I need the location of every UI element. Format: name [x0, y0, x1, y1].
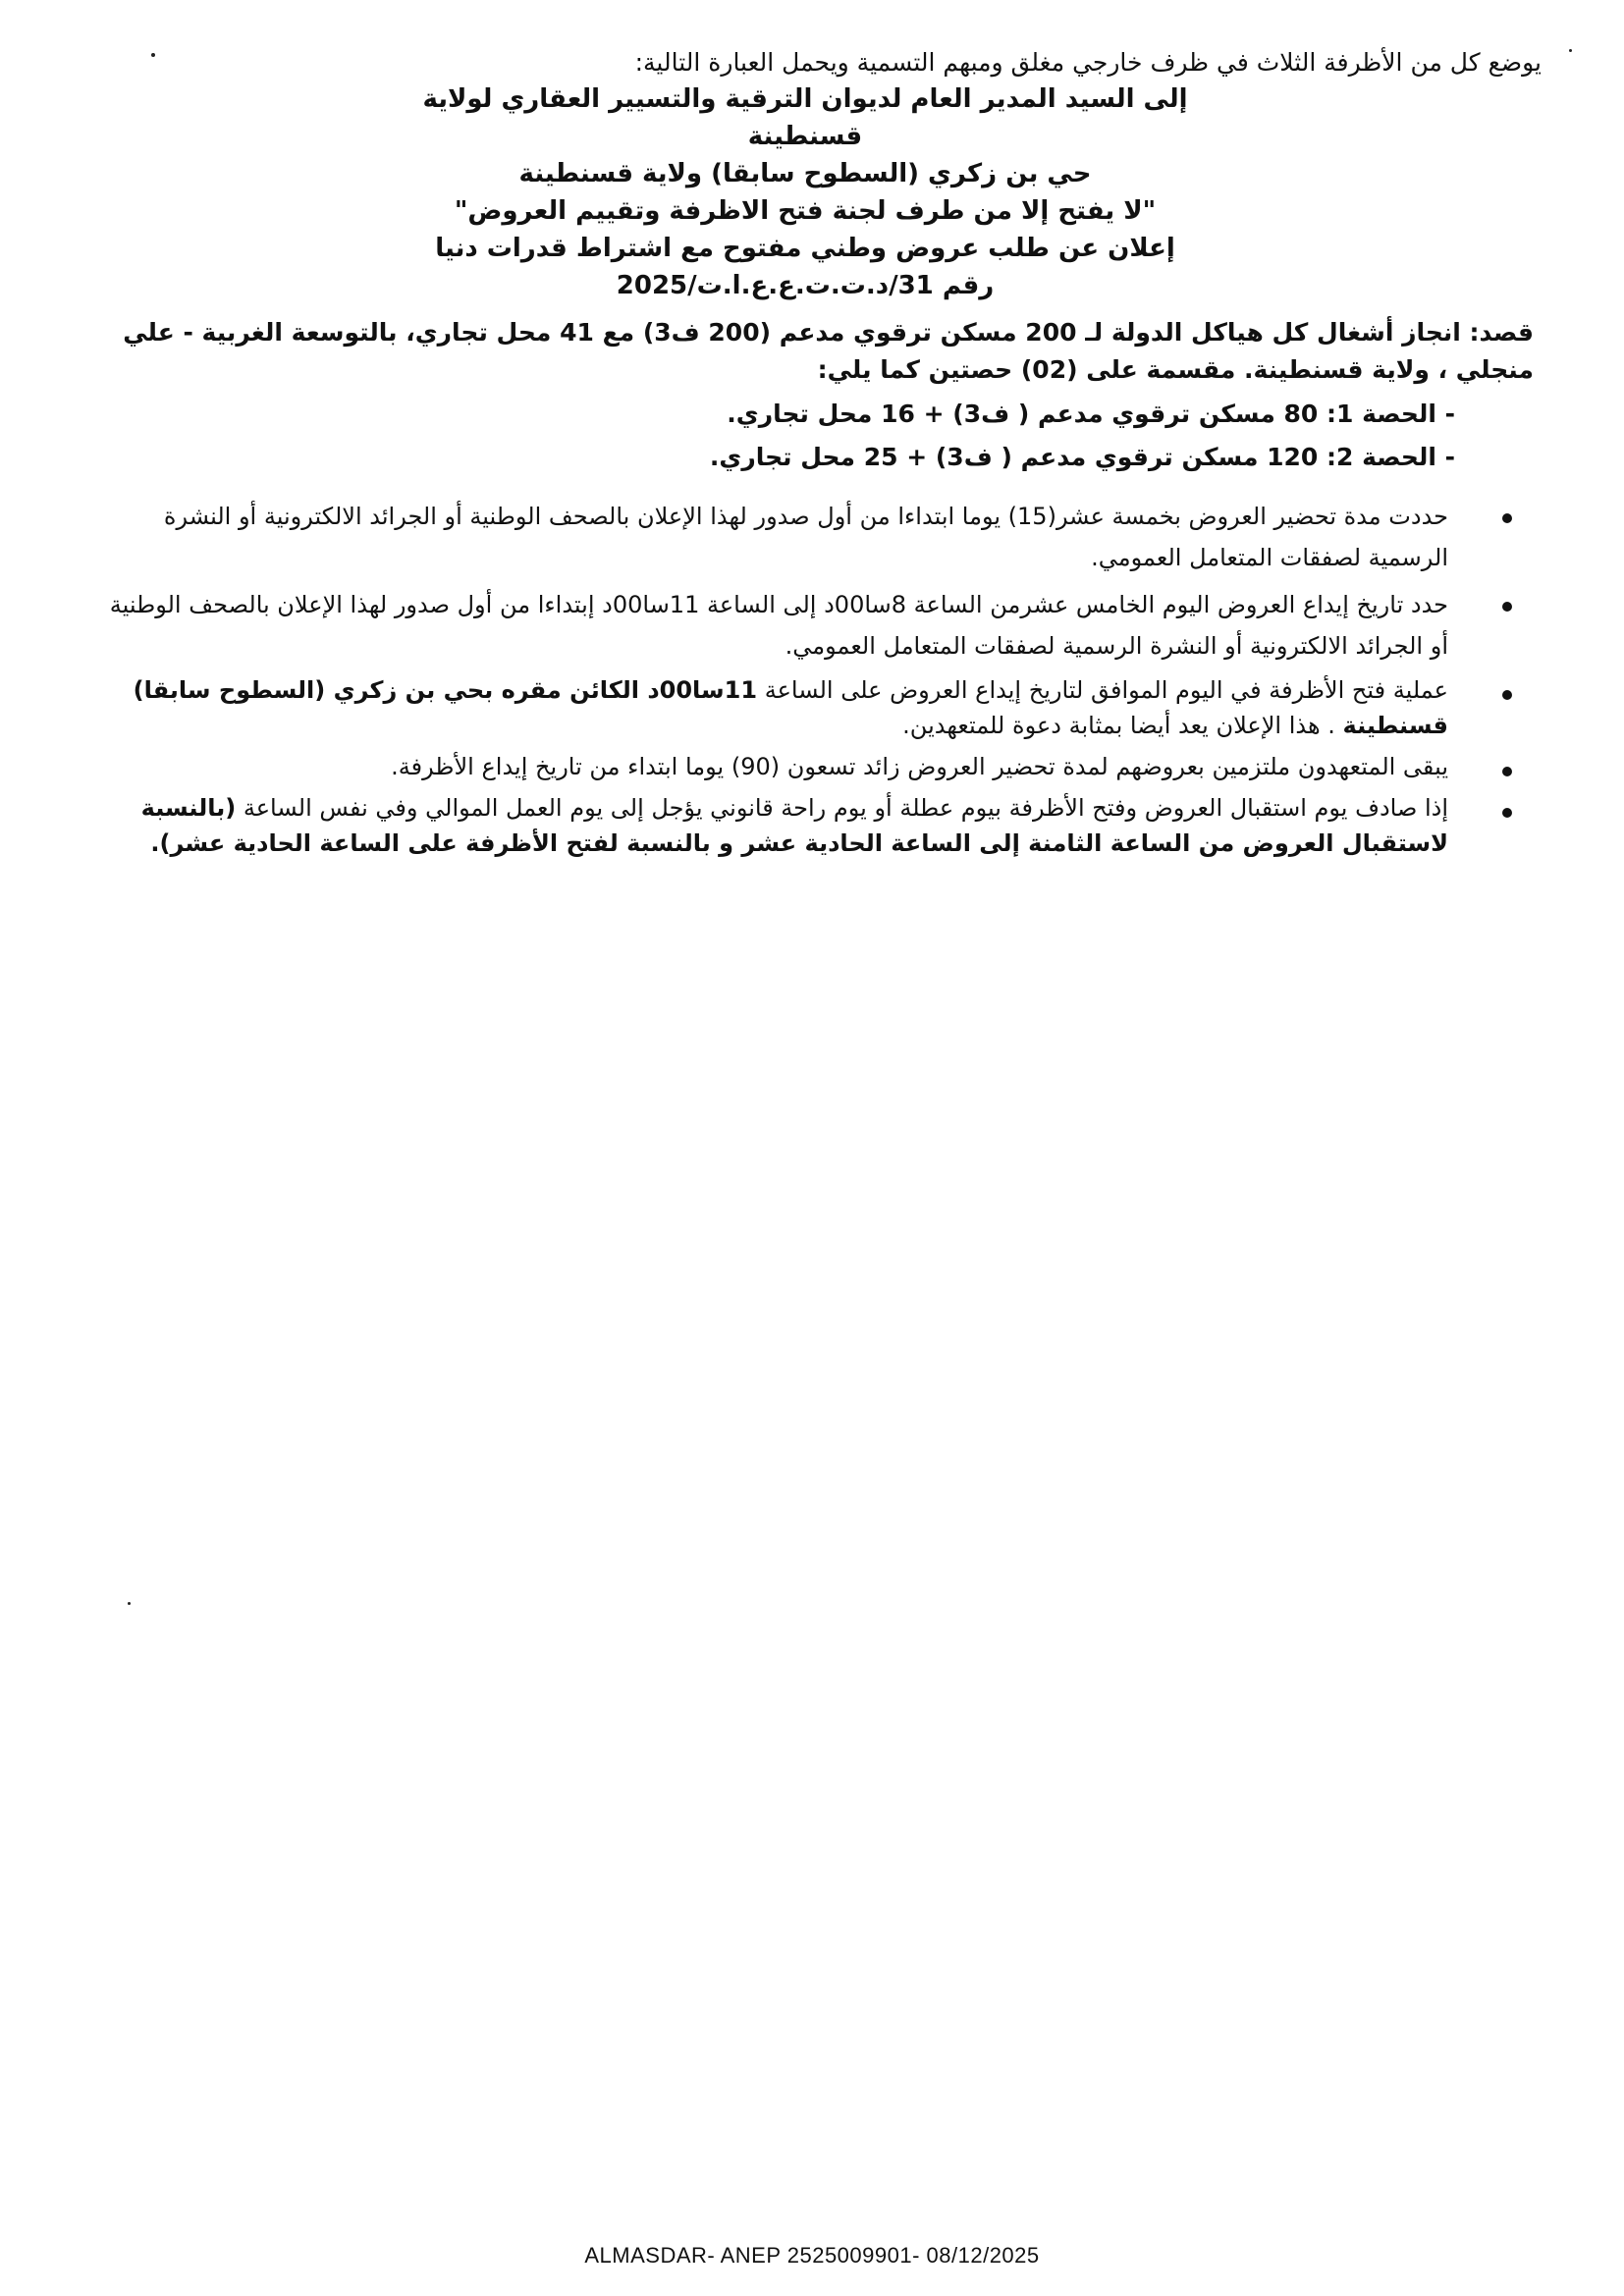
do-not-open-line: "لا يفتح إلا من طرف لجنة فتح الاظرفة وتقييم العروض" — [454, 196, 1157, 226]
scan-speck — [128, 1602, 131, 1605]
condition-text: . هذا الإعلان يعد أيضا بمثابة دعوة للمتعهدين. — [902, 712, 1343, 739]
condition-bold-text: 11سا00د الكائن مقره بحي بن زكري (السطوح سابقا) قسنطينة — [133, 676, 1448, 739]
condition-item — [98, 790, 1542, 861]
condition-bold-text: (بالنسبة لاستقبال العروض من الساعة الثامنة إلى الساعة الحادية عشر و بالنسبة لفتح الأظرفة على الساعة الحادية عشر). — [140, 794, 1448, 857]
subject-block — [98, 314, 1534, 479]
lots-list — [98, 393, 1455, 479]
condition-text: حددت مدة تحضير العروض بخمسة عشر(15) يوما ابتداءا من أول صدور لهذا الإعلان بالصحف الوطنية أو الجرائد الالكترونية أو النشرة الرسمية لصفقات المتعامل العمومي. — [163, 503, 1448, 571]
bullet-icon — [1502, 513, 1512, 523]
address-line: حي بن زكري (السطوح سابقا) ولاية قسنطينة — [518, 159, 1092, 188]
footer-reference: ALMASDAR- ANEP 2525009901- 08/12/2025 — [584, 2243, 1040, 2268]
addressee-block — [363, 80, 1247, 304]
condition-text: إذا صادف يوم استقبال العروض وفتح الأظرفة بيوم عطلة أو يوم راحة قانوني يؤجل إلى يوم العمل الموالي وفي نفس الساعة — [236, 794, 1448, 822]
condition-item — [98, 672, 1542, 743]
bullet-icon — [1502, 808, 1512, 818]
lot-item: - الحصة 2: 120 مسكن ترقوي مدعم ( ف3) + 25 محل تجاري. — [709, 443, 1455, 471]
bullet-icon — [1502, 690, 1512, 700]
envelope-instructions — [98, 45, 1542, 304]
bullet-icon — [1502, 602, 1512, 612]
condition-text: حدد تاريخ إيداع العروض اليوم الخامس عشرمن الساعة 8سا00د إلى الساعة 11سا00د إبتداءا من أول صدور لهذا الإعلان بالصحف الوطنية أو الجرائد الالكترونية أو النشرة الرسمية لصفقات المتعامل العمومي. — [109, 591, 1448, 660]
scan-speck — [1569, 49, 1572, 52]
tender-number-line: رقم 31/د.ت.ت.ع.ع.ا.ت/2025 — [616, 271, 995, 300]
condition-text: يبقى المتعهدون ملتزمين بعروضهم لمدة تحضير العروض زائد تسعون (90) يوما ابتداء من تاريخ إيداع الأظرفة. — [391, 753, 1448, 780]
conditions-list — [98, 496, 1542, 867]
intro-text: يوضع كل من الأظرفة الثلاث في ظرف خارجي مغلق ومبهم التسمية ويحمل العبارة التالية: — [634, 48, 1542, 77]
subject-text: قصد: انجاز أشغال كل هياكل الدولة لـ 200 مسكن ترقوي مدعم (200 ف3) مع 41 محل تجاري، بالتوسعة الغربية - علي منجلي ، ولاية قسنطينة. مقسمة على (02) حصتين كما يلي: — [123, 318, 1534, 384]
addressee-line: إلى السيد المدير العام لديوان الترقية والتسيير العقاري لولاية قسنطينة — [422, 84, 1188, 151]
lot-item: - الحصة 1: 80 مسكن ترقوي مدعم ( ف3) + 16 محل تجاري. — [727, 400, 1455, 428]
condition-item — [98, 749, 1542, 784]
condition-item — [98, 584, 1542, 667]
tender-title-line: إعلان عن طلب عروض وطني مفتوح مع اشتراط قدرات دنيا — [435, 234, 1175, 263]
bullet-icon — [1502, 767, 1512, 776]
condition-item — [98, 496, 1542, 578]
condition-text: عملية فتح الأظرفة في اليوم الموافق لتاريخ إيداع العروض على الساعة — [757, 676, 1448, 704]
